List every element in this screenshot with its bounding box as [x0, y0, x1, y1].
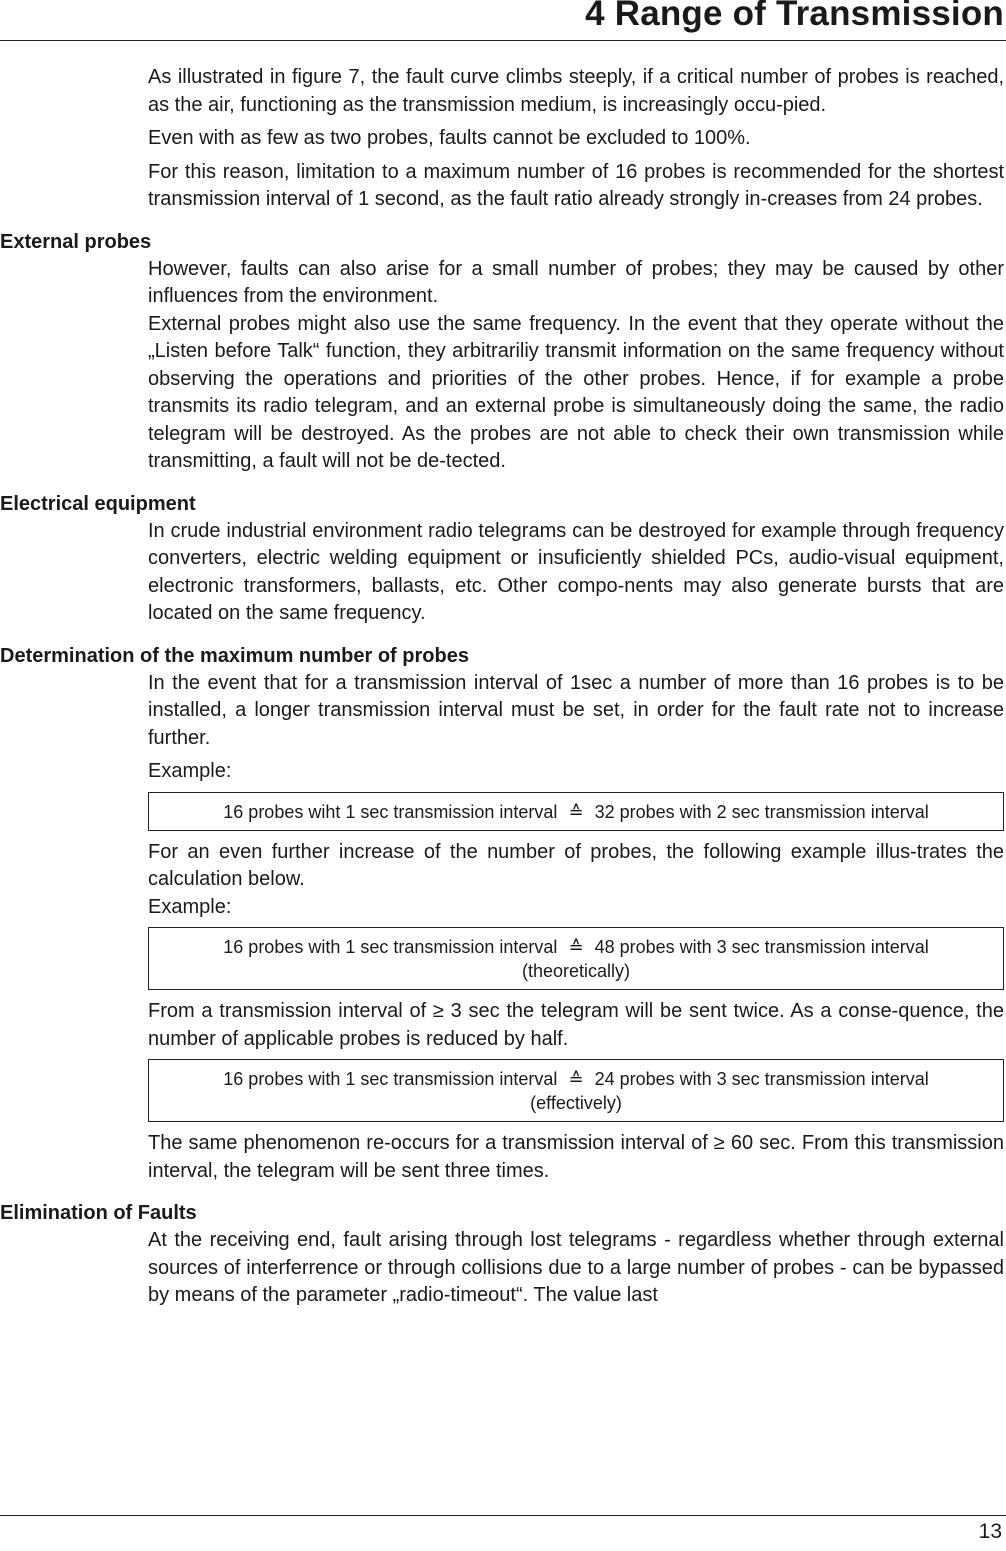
box3-note: (effectively) [530, 1093, 622, 1113]
determination-paragraph-4: The same phenomenon re-occurs for a transmission interval of ≥ 60 sec. From this transmission interval, the telegram will be sent three times. [148, 1132, 1004, 1182]
section-heading-electrical-equipment: Electrical equipment [0, 492, 196, 515]
header-rule [0, 40, 1006, 41]
section-heading-elimination: Elimination of Faults [0, 1202, 197, 1224]
page-body [0, 64, 1006, 1316]
equivalence-symbol: ≙ [568, 937, 584, 957]
box2-right-text: 48 probes with 3 sec transmission interval [594, 937, 929, 957]
external-probes-paragraph-2: External probes might also use the same frequency. In the event that they operate without the „Listen before Talk“ function, they arbitrariliy transmit information on the same frequency without observing the operations and priorities of the other probes. Hence, if for example a probe transmits its radio telegram, and an external probe is simultaneously doing the same, the radio telegram will be destroyed. As the probes are not able to check their own transmission while transmitting, a fault will not be de-tected. [148, 312, 1004, 472]
example-label-2: Example: [148, 895, 232, 918]
intro-paragraph-1: As illustrated in figure 7, the fault curve climbs steeply, if a critical number of probes is reached, as the air, functioning as the transmission medium, is increasingly occu-pied. [148, 66, 1004, 116]
box3-right-text: 24 probes with 3 sec transmission interval [594, 1069, 929, 1089]
external-probes-paragraph-1: However, faults can also arise for a small number of probes; they may be caused by other influences from the environment. [148, 257, 1004, 307]
example-label-1: Example: [148, 760, 232, 782]
page-number: 13 [978, 1520, 1002, 1543]
equivalence-box-1 [148, 792, 1004, 831]
determination-paragraph-1: In the event that for a transmission interval of 1sec a number of more than 16 probes is to be installed, a longer transmission interval must be set, in order for the fault rate not to increase further. [148, 671, 1004, 749]
equivalence-box-2 [148, 927, 1004, 990]
box2-note: (theoretically) [521, 961, 631, 981]
section-heading-external-probes: External probes [0, 230, 152, 253]
box3-left-text: 16 probes with 1 sec transmission interval [223, 1069, 558, 1089]
electrical-equipment-paragraph: In crude industrial environment radio telegrams can be destroyed for example through frequency converters, electric welding equipment or insuficiently shielded PCs, audio-visual equipment, electronic transformers, ballasts, etc. Other compo-nents may also generate bursts that are located on the same frequency. [148, 519, 1004, 624]
determination-paragraph-3: From a transmission interval of ≥ 3 sec the telegram will be sent twice. As a conse-quence, the number of applicable probes is reduced by half. [148, 1000, 1004, 1050]
box1-right-text: 32 probes with 2 sec transmission interval [594, 801, 929, 822]
section-heading-determination: Determination of the maximum number of probes [0, 644, 469, 667]
intro-paragraph-3: For this reason, limitation to a maximum number of 16 probes is recommended for the shortest transmission interval of 1 second, as the fault ratio already strongly in-creases from 24 probes. [148, 160, 1004, 210]
elimination-paragraph: At the receiving end, fault arising through lost telegrams - regardless whether through external sources of interferrence or through collisions due to a large number of probes - can be bypassed by means of the parameter „radio-timeout“. The value last [148, 1229, 1004, 1306]
determination-paragraph-2: For an even further increase of the number of probes, the following example illus-trates the calculation below. [148, 840, 1004, 890]
box2-left-text: 16 probes with 1 sec transmission interval [223, 937, 558, 957]
equivalence-symbol: ≙ [568, 1069, 584, 1089]
equivalence-box-3 [148, 1059, 1004, 1122]
equivalence-symbol: ≙ [568, 801, 584, 822]
footer-rule [0, 1515, 1006, 1516]
box1-left-text: 16 probes wiht 1 sec transmission interval [223, 801, 558, 822]
chapter-title: 4 Range of Transmission [585, 0, 1004, 33]
intro-paragraph-2: Even with as few as two probes, faults cannot be excluded to 100%. [148, 127, 751, 149]
